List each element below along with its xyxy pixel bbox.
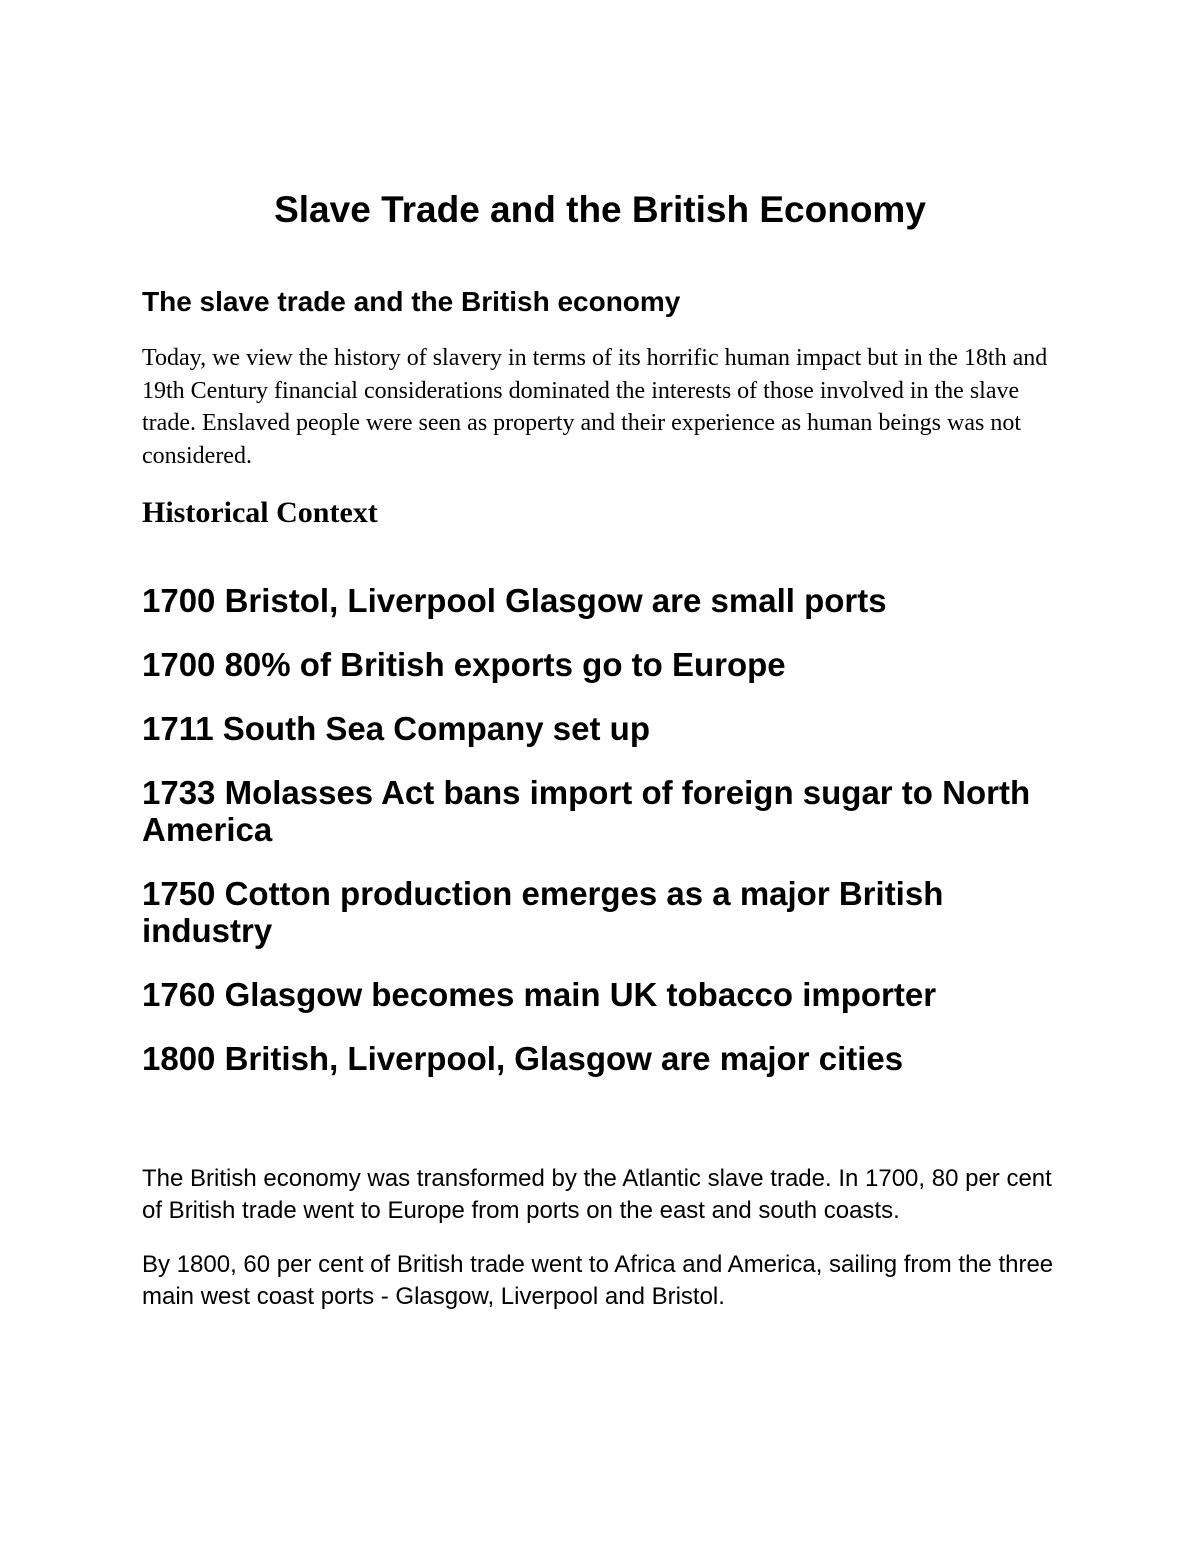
timeline-item: 1700 80% of British exports go to Europe [142,646,786,683]
historical-context-heading: Historical Context [142,496,378,529]
timeline-item: 1750 Cotton production emerges as a major British industry [142,875,944,949]
timeline-item: 1733 Molasses Act bans import of foreign sugar to North America [142,774,1031,848]
timeline-item: 1711 South Sea Company set up [142,710,650,747]
timeline-item: 1800 British, Liverpool, Glasgow are major cities [142,1040,904,1077]
closing-paragraph: By 1800, 60 per cent of British trade went to Africa and America, sailing from the three main west coast ports - Glasgow, Liverpool and Bristol. [142,1251,1054,1310]
timeline-item: 1700 Bristol, Liverpool Glasgow are small ports [142,582,887,619]
intro-paragraph: Today, we view the history of slavery in terms of its horrific human impact but in the 18th and 19th Century financial considerations dominated the interests of those involved in the slave trade. Enslaved people were seen as property and their experience as human beings was not considered. [142,345,1048,469]
closing-paragraph: The British economy was transformed by the Atlantic slave trade. In 1700, 80 per cent of British trade went to Europe from ports on the east and south coasts. [142,1165,1052,1224]
timeline-item: 1760 Glasgow becomes main UK tobacco importer [142,976,937,1013]
document-title: Slave Trade and the British Economy [274,189,926,230]
timeline-list [142,582,1082,1104]
section-subtitle: The slave trade and the British economy [142,286,681,317]
closing-section [142,1163,1072,1335]
